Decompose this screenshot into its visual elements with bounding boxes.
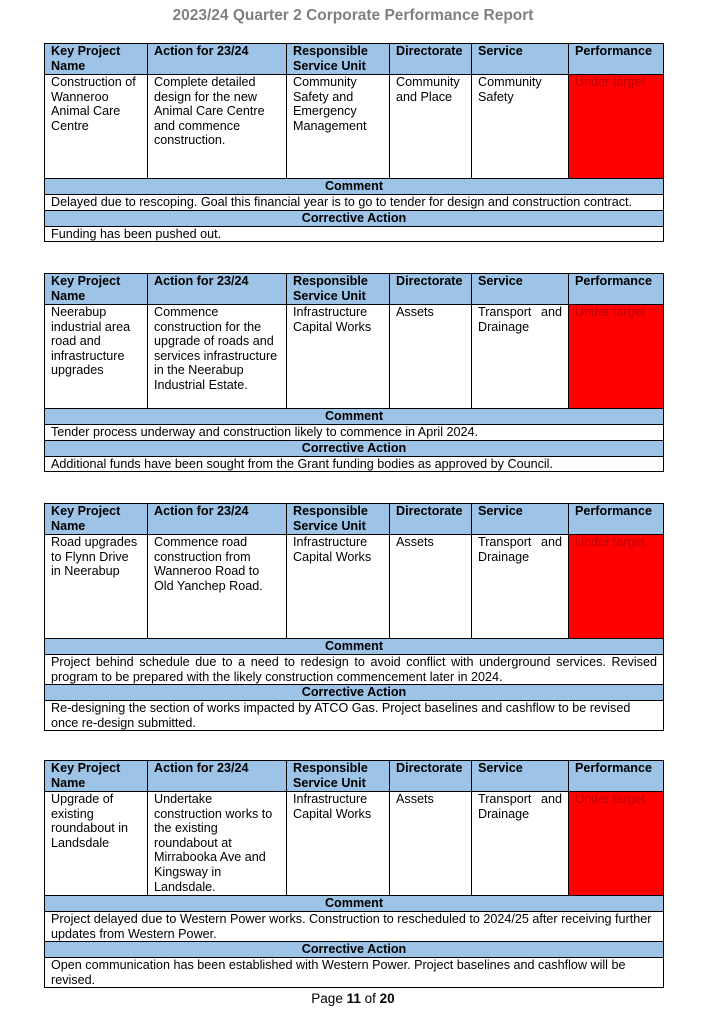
comment-heading: Comment <box>45 639 664 655</box>
project-table <box>44 273 664 472</box>
project-service: Transport and Drainage <box>472 305 569 409</box>
corrective-action-heading: Corrective Action <box>45 440 664 456</box>
comment-text: Project delayed due to Western Power works. Construction to rescheduled to 2024/25 after receiving further updates from Western Power. <box>45 912 664 942</box>
project-block-1 <box>44 43 663 242</box>
header-service-unit: Responsible Service Unit <box>287 761 390 792</box>
header-action: Action for 23/24 <box>148 504 287 535</box>
corrective-action-text: Additional funds have been sought from the Grant funding bodies as approved by Council. <box>45 456 664 472</box>
header-service: Service <box>472 44 569 75</box>
project-name: Neerabup industrial area road and infrastructure upgrades <box>45 305 148 409</box>
project-block-2 <box>44 273 663 472</box>
header-action: Action for 23/24 <box>148 761 287 792</box>
header-project-name: Key Project Name <box>45 761 148 792</box>
page-footer <box>0 991 706 1006</box>
header-performance: Performance <box>569 761 664 792</box>
comment-heading: Comment <box>45 179 664 195</box>
project-directorate: Assets <box>390 305 472 409</box>
header-performance: Performance <box>569 504 664 535</box>
performance-status: Under target <box>569 305 664 409</box>
project-name: Upgrade of existing roundabout in Landsdale <box>45 792 148 896</box>
corrective-action-heading: Corrective Action <box>45 210 664 226</box>
corrective-action-text: Open communication has been established with Western Power. Project baselines and cashflow will be revised. <box>45 958 664 988</box>
comment-text: Project behind schedule due to a need to redesign to avoid conflict with underground services. Revised program to be prepared with the likely construction commencement later in 2024. <box>45 655 664 685</box>
project-name: Construction of Wanneroo Animal Care Centre <box>45 75 148 179</box>
header-service: Service <box>472 504 569 535</box>
project-service: Transport and Drainage <box>472 535 569 639</box>
performance-status: Under target <box>569 75 664 179</box>
header-directorate: Directorate <box>390 761 472 792</box>
footer-current-page: 11 <box>346 991 361 1006</box>
header-service: Service <box>472 761 569 792</box>
project-service: Community Safety <box>472 75 569 179</box>
header-directorate: Directorate <box>390 504 472 535</box>
performance-status: Under target <box>569 535 664 639</box>
corrective-action-text: Funding has been pushed out. <box>45 226 664 242</box>
project-service-unit: Community Safety and Emergency Management <box>287 75 390 179</box>
comment-heading: Comment <box>45 896 664 912</box>
project-table <box>44 43 664 242</box>
project-service-unit: Infrastructure Capital Works <box>287 535 390 639</box>
footer-of-word: of <box>364 991 376 1006</box>
footer-total-pages: 20 <box>379 991 395 1006</box>
project-service-unit: Infrastructure Capital Works <box>287 792 390 896</box>
header-project-name: Key Project Name <box>45 44 148 75</box>
header-action: Action for 23/24 <box>148 44 287 75</box>
project-directorate: Assets <box>390 792 472 896</box>
project-block-3 <box>44 503 663 731</box>
performance-status: Under target <box>569 792 664 896</box>
header-action: Action for 23/24 <box>148 274 287 305</box>
header-directorate: Directorate <box>390 44 472 75</box>
project-table <box>44 760 664 988</box>
project-action: Undertake construction works to the existing roundabout at Mirrabooka Ave and Kingsway in Landsdale. <box>148 792 287 896</box>
project-directorate: Community and Place <box>390 75 472 179</box>
header-service-unit: Responsible Service Unit <box>287 274 390 305</box>
corrective-action-heading: Corrective Action <box>45 685 664 701</box>
project-service-unit: Infrastructure Capital Works <box>287 305 390 409</box>
corrective-action-heading: Corrective Action <box>45 942 664 958</box>
comment-text: Tender process underway and construction likely to commence in April 2024. <box>45 425 664 441</box>
project-service: Transport and Drainage <box>472 792 569 896</box>
header-project-name: Key Project Name <box>45 274 148 305</box>
project-action: Complete detailed design for the new Animal Care Centre and commence construction. <box>148 75 287 179</box>
project-directorate: Assets <box>390 535 472 639</box>
project-action: Commence construction for the upgrade of roads and services infrastructure in the Neerabup Industrial Estate. <box>148 305 287 409</box>
header-performance: Performance <box>569 274 664 305</box>
comment-text: Delayed due to rescoping. Goal this financial year is to go to tender for design and construction contract. <box>45 195 664 211</box>
project-name: Road upgrades to Flynn Drive in Neerabup <box>45 535 148 639</box>
header-performance: Performance <box>569 44 664 75</box>
comment-heading: Comment <box>45 409 664 425</box>
header-service-unit: Responsible Service Unit <box>287 504 390 535</box>
footer-page-word: Page <box>311 991 343 1006</box>
header-service: Service <box>472 274 569 305</box>
project-block-4 <box>44 760 663 988</box>
header-service-unit: Responsible Service Unit <box>287 44 390 75</box>
project-table <box>44 503 664 731</box>
header-project-name: Key Project Name <box>45 504 148 535</box>
corrective-action-text: Re-designing the section of works impacted by ATCO Gas. Project baselines and cashflow to be revised once re-design submitted. <box>45 701 664 731</box>
header-directorate: Directorate <box>390 274 472 305</box>
page-title: 2023/24 Quarter 2 Corporate Performance Report <box>172 7 534 24</box>
project-action: Commence road construction from Wanneroo Road to Old Yanchep Road. <box>148 535 287 639</box>
